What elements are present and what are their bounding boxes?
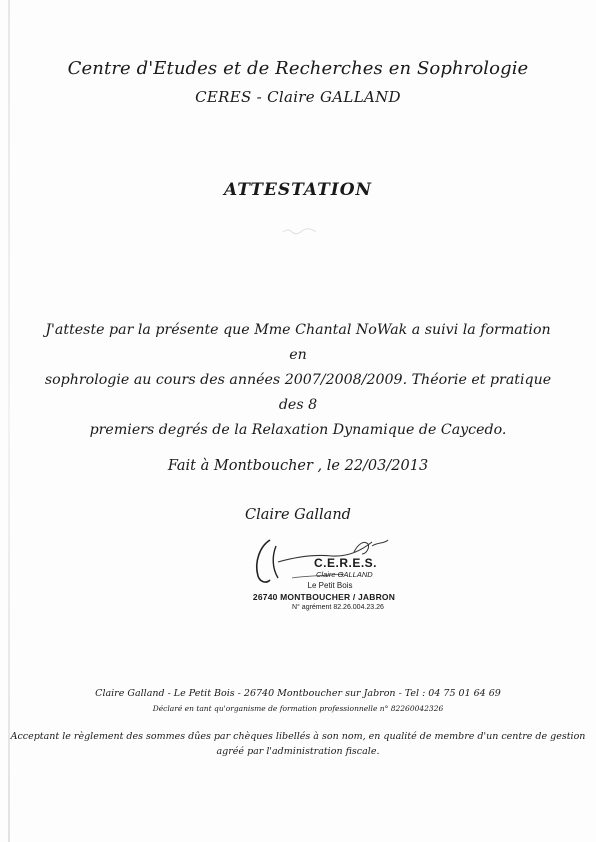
footer-payment-line-2: agréé par l'administration fiscale.: [216, 746, 380, 757]
footer-contact: Claire Galland - Le Petit Bois - 26740 Montboucher sur Jabron - Tel : 04 75 01 64 69: [95, 688, 501, 699]
body-line-2: sophrologie au cours des années 2007/2008/2009. Théorie et pratique des 8: [44, 372, 552, 413]
body-line-1: J'atteste par la présente que Mme Chantal NoWak a suivi la formation en: [45, 322, 551, 363]
official-stamp: [232, 532, 412, 622]
stamp-address: 26740 MONTBOUCHER / JABRON: [252, 592, 396, 602]
faint-scan-mark: [282, 227, 318, 235]
place-and-date: Fait à Montboucher , le 22/03/2013: [167, 458, 429, 474]
header-subtitle: CERES - Claire GALLAND: [195, 88, 401, 106]
attestation-body: [40, 318, 556, 443]
footer-declaration: Déclaré en tant qu'organisme de formation professionnelle n° 82260042326: [152, 704, 444, 713]
stamp-organization: C.E.R.E.S.: [314, 556, 378, 570]
stamp-place: Le Petit Bois: [307, 581, 353, 590]
document-heading: ATTESTATION: [223, 180, 373, 200]
stamp-name: Claire GALLAND: [316, 570, 373, 579]
body-line-3: premiers degrés de la Relaxation Dynamique de Caycedo.: [89, 422, 507, 438]
scan-edge-line: [8, 0, 10, 842]
header-title: Centre d'Etudes et de Recherches en Sophrologie: [67, 58, 529, 79]
signer-name: Claire Galland: [245, 507, 351, 523]
footer-payment-line-1: Acceptant le règlement des sommes dûes par chèques libellés à son nom, en qualité de membre d'un centre de gestion: [10, 731, 586, 742]
stamp-agreement-number: N° agrément 82.26.004.23.26: [292, 604, 384, 611]
